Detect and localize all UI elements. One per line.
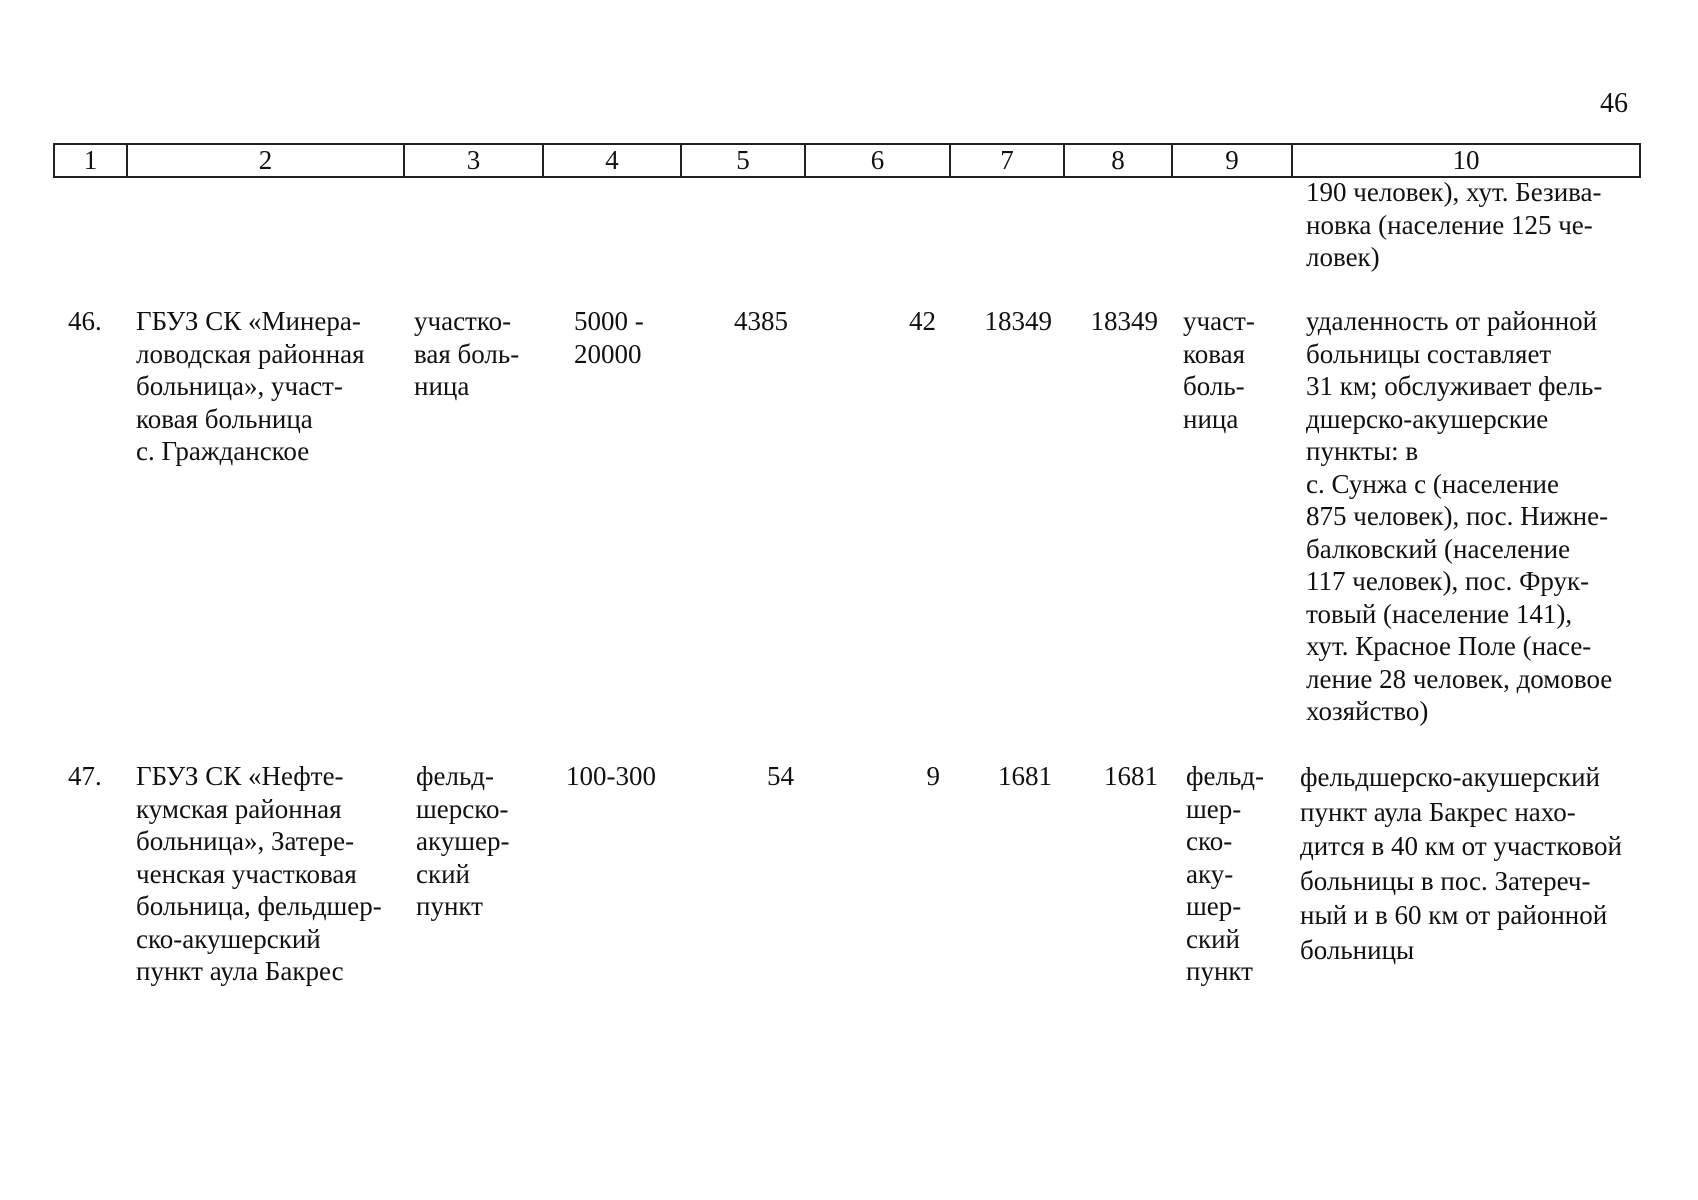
row-number: 46. xyxy=(68,306,102,336)
page-number: 46 xyxy=(1600,88,1628,119)
row-col8: 18349 xyxy=(1090,306,1158,336)
column-header-8: 8 xyxy=(1064,144,1172,177)
row-col6: 42 xyxy=(909,306,936,336)
column-header-4: 4 xyxy=(543,144,681,177)
row-col9: участ- ковая боль- ница xyxy=(1183,306,1255,434)
column-header-6: 6 xyxy=(805,144,950,177)
row-col5: 54 xyxy=(767,761,794,791)
row-col8: 1681 xyxy=(1104,761,1158,791)
row-population-range: 100-300 xyxy=(566,761,656,791)
column-header-2: 2 xyxy=(127,144,404,177)
row-col9: фельд- шер- ско- аку- шер- ский пункт xyxy=(1186,761,1264,986)
column-header-9: 9 xyxy=(1172,144,1292,177)
column-header-5: 5 xyxy=(681,144,805,177)
row-col7: 18349 xyxy=(984,306,1052,336)
row-number: 47. xyxy=(68,761,102,791)
row-name: ГБУЗ СК «Нефте- кумская районная больница», Затере- ченская участковая больница, фельдшер- ско-акушерский пункт аула Бакрес xyxy=(136,761,382,986)
row-note: удаленность от районной больницы составляет 31 км; обслуживает фель- дшерско-акушерские пункты: в с. Сунжа с (население 875 человек), пос. Нижне- балковский (население 117 человек), пос. Фрук- товый (население 141), хут. Красное Поле (насе- ление 28 человек, домовое хозяйство) xyxy=(1306,306,1613,726)
column-header-10: 10 xyxy=(1292,144,1640,177)
column-header-row xyxy=(53,143,1641,178)
row-note: фельдшерско-акушерский пункт аула Бакрес нахо- дится в 40 км от участковой больницы в пос. Затереч- ный и в 60 км от районной больницы xyxy=(1300,762,1622,965)
column-header-1: 1 xyxy=(54,144,127,177)
row-population-range: 5000 - 20000 xyxy=(574,306,644,369)
row-type: фельд- шерско- акушер- ский пункт xyxy=(416,761,510,921)
column-header-3: 3 xyxy=(404,144,543,177)
row-name: ГБУЗ СК «Минера- ловодская районная больница», участ- ковая больница с. Гражданское xyxy=(136,306,365,466)
column-header-7: 7 xyxy=(950,144,1064,177)
row-type: участко- вая боль- ница xyxy=(414,306,520,401)
row-col5: 4385 xyxy=(734,306,788,336)
continuation-text: 190 человек), хут. Безива- новка (население 125 че- ловек) xyxy=(1306,177,1602,272)
row-col7: 1681 xyxy=(998,761,1052,791)
row-col6: 9 xyxy=(926,761,940,791)
